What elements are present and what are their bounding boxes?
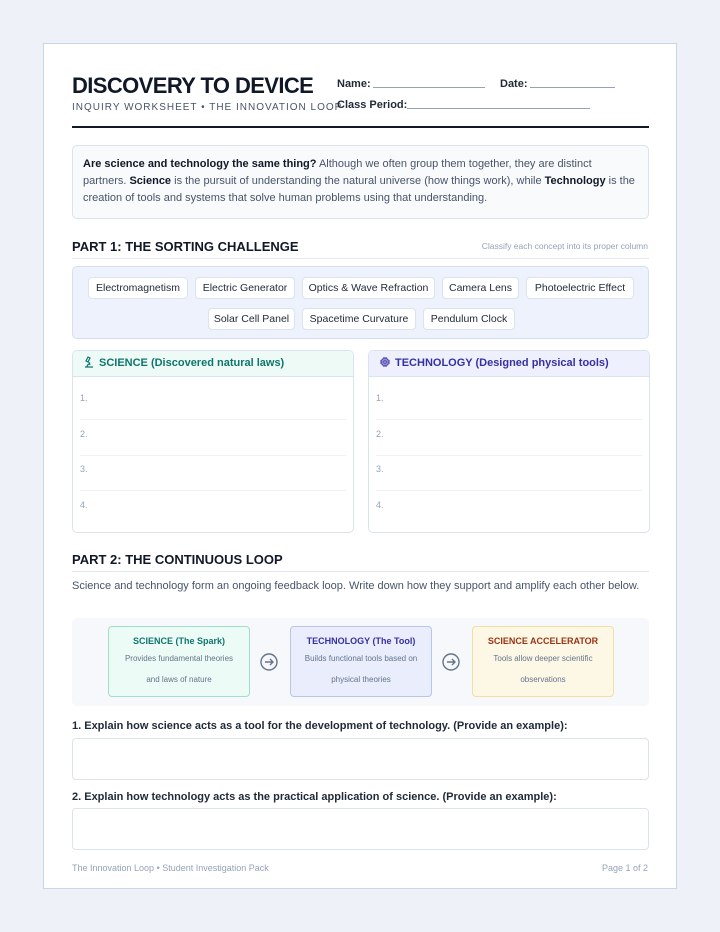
page-subtitle: INQUIRY WORKSHEET • THE INNOVATION LOOP <box>72 102 343 113</box>
science-column: SCIENCE (Discovered natural laws) 1. 2. 3. 4. <box>72 350 354 533</box>
class-period-label: Class Period: <box>337 99 408 111</box>
science-answer-area[interactable] <box>73 378 353 532</box>
concept-chip[interactable]: Optics & Wave Refraction <box>302 277 435 299</box>
date-label: Date: <box>500 78 528 90</box>
loop-card-technology-tool: TECHNOLOGY (The Tool) Builds functional tools based on physical theories <box>290 626 432 697</box>
chip-icon <box>379 356 391 368</box>
part1-rule <box>72 258 649 259</box>
concept-chip[interactable]: Electromagnetism <box>88 277 188 299</box>
worksheet-page <box>43 43 677 889</box>
concept-chip[interactable]: Electric Generator <box>195 277 295 299</box>
technology-term: Technology <box>544 175 606 187</box>
part2-description: Science and technology form an ongoing feedback loop. Write down how they support and amplify each other below. <box>72 580 640 592</box>
technology-column-title: TECHNOLOGY (Designed physical tools) <box>395 357 609 369</box>
class-period-field[interactable] <box>407 108 590 109</box>
part2-title: PART 2: THE CONTINUOUS LOOP <box>72 552 283 567</box>
concept-bank <box>72 266 649 339</box>
answer-box-1[interactable] <box>72 738 649 780</box>
arrow-right-circle-icon <box>442 653 460 671</box>
technology-answer-area[interactable] <box>369 378 649 532</box>
concept-chip[interactable]: Pendulum Clock <box>423 308 515 330</box>
part2-rule <box>72 571 649 572</box>
loop-diagram <box>72 618 649 706</box>
concept-chip[interactable]: Solar Cell Panel <box>208 308 295 330</box>
microscope-icon <box>83 356 95 368</box>
name-field[interactable] <box>373 87 485 88</box>
loop-card-science-spark: SCIENCE (The Spark) Provides fundamental theories and laws of nature <box>108 626 250 697</box>
intro-box: Are science and technology the same thing? Although we often group them together, they are distinct partners. Science is the pursuit of understanding the natural universe (how things work), while Technology is the creation of tools and systems that solve human problems using that understanding. <box>72 145 649 219</box>
loop-card-science-accelerator: SCIENCE ACCELERATOR Tools allow deeper scientific observations <box>472 626 614 697</box>
concept-chip[interactable]: Spacetime Curvature <box>302 308 416 330</box>
question-2: 2. Explain how technology acts as the practical application of science. (Provide an example): <box>72 791 557 803</box>
part1-hint: Classify each concept into its proper column <box>481 241 648 251</box>
header-rule <box>72 126 649 128</box>
footer-left: The Innovation Loop • Student Investigation Pack <box>72 863 269 873</box>
intro-question: Are science and technology the same thing? <box>83 158 317 170</box>
science-term: Science <box>129 175 172 187</box>
technology-column: TECHNOLOGY (Designed physical tools) 1. 2. 3. 4. <box>368 350 650 533</box>
page-title: DISCOVERY TO DEVICE <box>72 73 314 98</box>
date-field[interactable] <box>530 87 615 88</box>
arrow-right-circle-icon <box>260 653 278 671</box>
concept-chip[interactable]: Camera Lens <box>442 277 519 299</box>
answer-box-2[interactable] <box>72 808 649 850</box>
concept-chip[interactable]: Photoelectric Effect <box>526 277 634 299</box>
page-number: Page 1 of 2 <box>601 863 648 873</box>
name-label: Name: <box>337 78 371 90</box>
science-column-title: SCIENCE (Discovered natural laws) <box>99 357 285 369</box>
question-1: 1. Explain how science acts as a tool for the development of technology. (Provide an example): <box>72 720 568 732</box>
part1-title: PART 1: THE SORTING CHALLENGE <box>72 239 299 254</box>
